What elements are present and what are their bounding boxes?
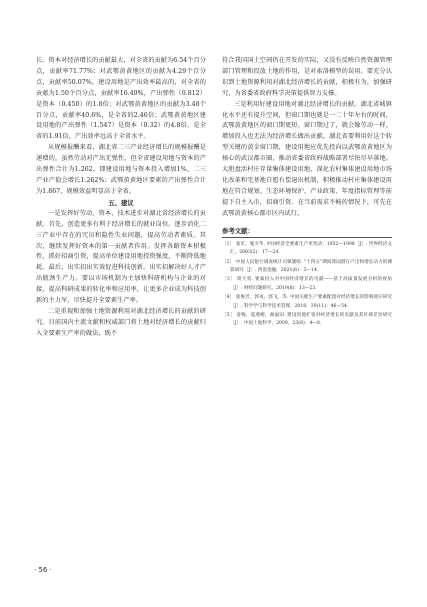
body-paragraph: 符合我国国土空间仍在开发的实际，又没有反映自然资源管理部门管理和投放土地的作用，是对索洛模型的误用。要充分认识到土地资源利用对湖北经济增长的贡献，积极有为，加强研究，为省委省政府科学决策提供智力支撑。 (222, 57, 392, 97)
reference-item: ［1］ 张军，施少华. 中国经济全要素生产率变动：1952—1998［J］. 世界经济文汇，2003(2)：17—24. (222, 241, 392, 255)
reference-item: ［3］ 周天勇. 要素投入对中国经济增长的贡献——基于高质量发展分析的视角［J］. 财经问题研究，2019(8)：13—23. (222, 277, 392, 291)
references-list (222, 241, 392, 329)
reference-item: ［2］ 中国人民银行调查统计司课题组. "十四五"期间我国潜在产出和增长动力的测算研究［J］. 西南金融，2021(6)：3—14. (222, 259, 392, 273)
left-column (36, 56, 206, 340)
page-number: · 56 · (34, 566, 52, 574)
reference-item: ［4］ 张俊芳，郭戎，郭飞，等. 中国关键生产要素配置对经济增长的影响效应研究［J］. 科学学与科学技术管理，2018，39(11)：46—54. (222, 295, 392, 309)
body-paragraph: 二是重视和加强土地资源利用对湖北经济增长的贡献的研究。目前国内主流文献和权威部门将土地对经济增长的贡献归入全要素生产率的做法，既不 (36, 307, 206, 337)
references-heading: 参考文献： (222, 226, 254, 235)
body-paragraph: 三是利用好建设用地对湖北经济增长的贡献。湖北省城镇化水平还有提升空间，但窗口期也就是一二十年左右的时间，武鄂黄黄地区的窗口期更短。窗口期过了，就会像劳动一样，增加投入也无法为经济增长做出贡献。湖北省要利用好这个转型关键的黄金窗口期，建设用地应优先投向以武鄂黄黄地区为核心的武汉都市圈，推动省委省政府战略部署尽快尽早落地。大胆盘活村庄存量集体建设用地，深化农村集体建设用地市场化改革和宅基地自愿有偿退出机制，积极推动村庄集体建设用地在符合规划、生态环境保护、产业政策、年度指标管理等前提下自主入市，招商引资。在当前需求不畅的情况下，可先在武鄂黄黄核心都市区内试行。 (222, 100, 392, 217)
body-paragraph: 长。资本对经济增长的贡献最大，对全省的贡献为6.54个百分点，贡献率71.77%；对武鄂黄黄地区的贡献为4.29个百分点，贡献率50.07%。建设用地是产出效率最高的，对全省的贡献为1.50个百分点，贡献率16.49%，产出弹性（0.812）是资本（0.450）的1.8倍；对武鄂黄黄地区的贡献为3.48个百分点，贡献率40.6%，是全省的2.46倍；武鄂黄黄地区建设用地的产出弹性（1.547）是资本（0.32）的4.8倍，是全省的1.91倍，产出效率远高于全省水平。 (36, 57, 206, 141)
body-paragraph: 从规模报酬来看，湖北省二三产业经济增长的规模报酬是递增的。虽然劳动对产出无弹性，但全省建设用地与资本的产出弹性合计为1.262，即建设用地与资本投入增加1%，二三产业产值会增长1.262%；武鄂黄黄地区要素的产出弹性合计为1.867，规模效益明显高于全省。 (36, 144, 206, 195)
section-heading: 五、建议 (108, 198, 134, 207)
right-column (222, 56, 392, 330)
references-divider (222, 237, 392, 238)
reference-item: ［5］ 姜梅，夏燕榕，曲福田. 建设用地扩张对经济增长的贡献及其区域差异研究［J］. 中国土地科学，2009，23(8)：4—8. (222, 313, 392, 327)
body-paragraph: 一是发挥好劳动、资本、技术进步对湖北省经济增长的贡献。首先，创造更多有利于经济增长的就业岗位。逐步消化二三产业中存在的冗员和隐性失业问题，提高劳动者素质。其次，继续发挥好资本的第一贡献者作用。发挥各路资本积极性，抓好招商引资，提高单位建设用地投资强度，不断降低地耗。最后，出实招出实效促进科技创新。出实招解决好人才产出瓶颈生产力。要以市场机制为主加快科研机构与企业的对接，提高科研成果的转化率和应用率，让更多企业成为科技创新的主力军，尽快提升全要素生产率。 (36, 209, 206, 305)
